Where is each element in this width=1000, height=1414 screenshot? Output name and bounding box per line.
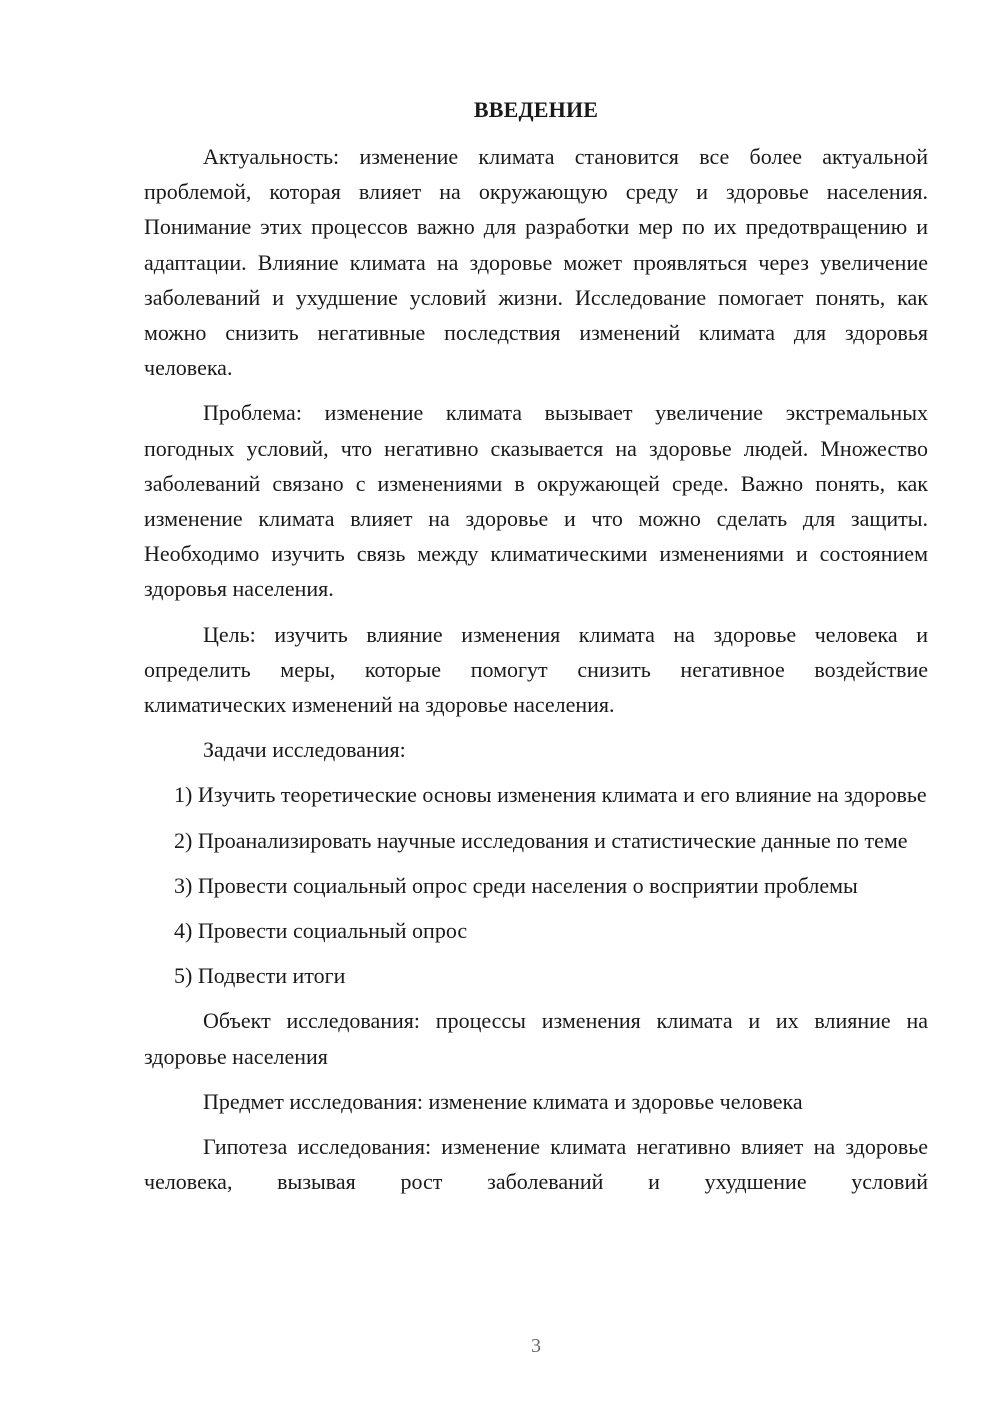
task-item-1: 1) Изучить теоретические основы изменения климата и его влияние на здоровье xyxy=(174,782,927,808)
page-body xyxy=(144,92,928,1209)
page-number: 3 xyxy=(531,1335,541,1357)
problem-paragraph: Проблема: изменение климата вызывает увеличение экстремальных погодных условий, что негативно сказывается на здоровье людей. Множество заболеваний связано с изменениями в окружающей среде. Важно понять, как изменение климата влияет на здоровье и что можно сделать для защиты. Необходимо изучить связь между климатическими изменениями и состоянием здоровья населения. xyxy=(144,400,928,602)
task-item-5: 5) Подвести итоги xyxy=(174,963,346,989)
task-item-4: 4) Провести социальный опрос xyxy=(174,918,468,944)
subject-paragraph: Предмет исследования: изменение климата и здоровье человека xyxy=(203,1088,803,1114)
goal-paragraph: Цель: изучить влияние изменения климата на здоровье человека и определить меры, которые помогут снизить негативное воздействие климатических изменений на здоровье населения. xyxy=(144,621,928,718)
relevance-paragraph: Актуальность: изменение климата становится все более актуальной проблемой, которая влияет на окружающую среду и здоровье населения. Понимание этих процессов важно для разработки мер по их предотвращению и адаптации. Влияние климата на здоровье может проявляться через увеличение заболеваний и ухудшение условий жизни. Исследование помогает понять, как можно снизить негативные последствия изменений климата для здоровья человека. xyxy=(144,144,928,381)
section-heading: ВВЕДЕНИЕ xyxy=(473,97,599,122)
tasks-heading: Задачи исследования: xyxy=(203,737,406,763)
hypothesis-paragraph: Гипотеза исследования: изменение климата негативно влияет на здоровье человека, вызывая рост заболеваний и ухудшение условий xyxy=(144,1134,928,1195)
task-item-2: 2) Проанализировать научные исследования и статистические данные по теме xyxy=(174,827,908,853)
task-item-3: 3) Провести социальный опрос среди населения о восприятии проблемы xyxy=(174,872,858,898)
object-paragraph: Объект исследования: процессы изменения климата и их влияние на здоровье населения xyxy=(144,1008,928,1069)
